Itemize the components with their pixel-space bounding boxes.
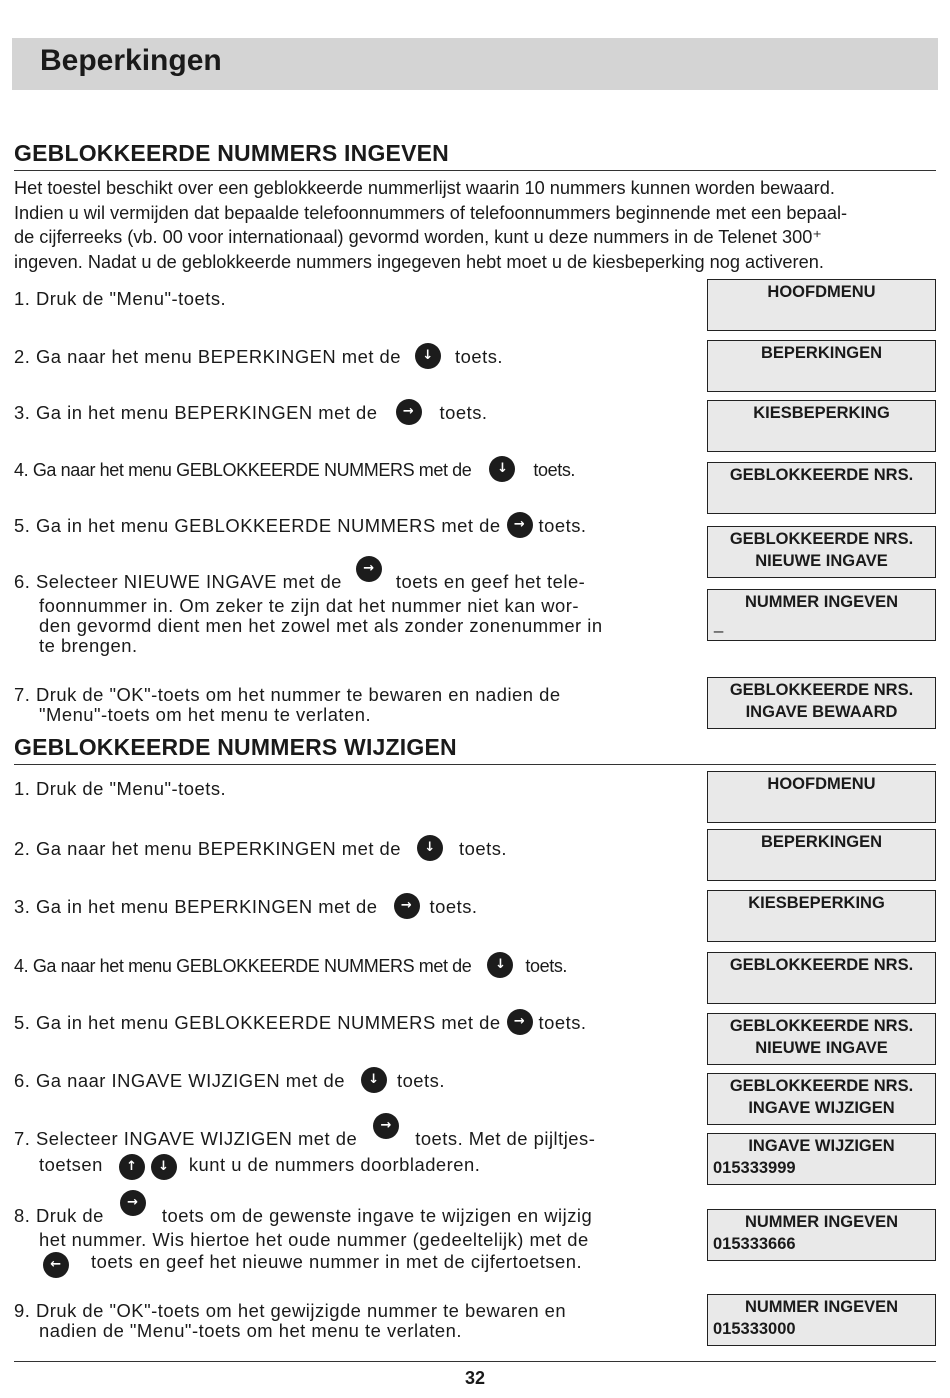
arrow-down-icon: ↓ (415, 343, 441, 369)
arrow-down-icon: ↓ (417, 835, 443, 861)
arrow-right-icon: → (507, 512, 533, 538)
step-1: 1. Druk de "Menu"-toets. (14, 778, 227, 799)
section-title-wijzigen: GEBLOKKEERDE NUMMERS WIJZIGEN (14, 734, 457, 760)
header-bar (12, 38, 938, 90)
intro-line: ingeven. Nadat u de geblokkeerde nummers ingegeven hebt moet u de kiesbeperking nog activeren. (14, 251, 824, 272)
intro-paragraph (14, 176, 938, 274)
step-7: 7. Druk de "OK"-toets om het nummer te bewaren en nadien de "Menu"-toets om het menu te verlaten. (14, 684, 561, 725)
step-1: 1. Druk de "Menu"-toets. (14, 288, 227, 309)
lcd-display: GEBLOKKEERDE NRS. (707, 952, 936, 1004)
lcd-display: BEPERKINGEN (707, 829, 936, 881)
arrow-down-icon: ↓ (489, 456, 515, 482)
page-title: Beperkingen (40, 44, 222, 77)
lcd-display: GEBLOKKEERDE NRS. INGAVE WIJZIGEN (707, 1073, 936, 1125)
lcd-display: NUMMER INGEVEN _ (707, 589, 936, 641)
step-6: 6. Ga naar INGAVE WIJZIGEN met de ↓ toets. (14, 1069, 684, 1095)
step-4: 4. Ga naar het menu GEBLOKKEERDE NUMMERS met de ↓ toets. (14, 954, 684, 980)
lcd-display: KIESBEPERKING (707, 890, 936, 942)
lcd-display: BEPERKINGEN (707, 340, 936, 392)
step-2: 2. Ga naar het menu BEPERKINGEN met de ↓ toets. (14, 837, 684, 863)
step-8: 8. Druk de→toets om de gewenste ingave te wijzigen en wijzig het nummer. Wis hiertoe het oude nummer (gedeeltelijk) met de ← toets en geef het nieuwe nummer in met de cijfertoetsen. (14, 1204, 684, 1276)
lcd-display: GEBLOKKEERDE NRS. NIEUWE INGAVE (707, 526, 936, 578)
step-2: 2. Ga naar het menu BEPERKINGEN met de ↓ toets. (14, 345, 684, 371)
arrow-down-icon: ↓ (151, 1154, 177, 1180)
step-3: 3. Ga in het menu BEPERKINGEN met de → toets. (14, 401, 684, 427)
arrow-right-icon: → (507, 1009, 533, 1035)
arrow-right-icon: → (120, 1190, 146, 1216)
intro-line: de cijferreeks (vb. 00 voor internationaal) gevormd worden, kunt u deze nummers in de Telenet 300⁺ (14, 227, 822, 247)
step-3: 3. Ga in het menu BEPERKINGEN met de → toets. (14, 895, 684, 921)
page-number: 32 (464, 1368, 486, 1388)
arrow-left-icon: ← (43, 1252, 69, 1278)
lcd-display: GEBLOKKEERDE NRS. NIEUWE INGAVE (707, 1013, 936, 1065)
arrow-up-icon: ↑ (119, 1154, 145, 1180)
lcd-display: HOOFDMENU (707, 771, 936, 823)
arrow-down-icon: ↓ (487, 952, 513, 978)
section-divider (14, 170, 936, 171)
step-4: 4. Ga naar het menu GEBLOKKEERDE NUMMERS met de ↓ toets. (14, 458, 684, 484)
lcd-display: HOOFDMENU (707, 279, 936, 331)
section-title-ingeven: GEBLOKKEERDE NUMMERS INGEVEN (14, 140, 449, 166)
arrow-down-icon: ↓ (361, 1067, 387, 1093)
lcd-display: GEBLOKKEERDE NRS. INGAVE BEWAARD (707, 677, 936, 729)
lcd-display: NUMMER INGEVEN 015333000 (707, 1294, 936, 1346)
intro-line: Het toestel beschikt over een geblokkeerde nummerlijst waarin 10 nummers kunnen worden bewaard. (14, 178, 835, 198)
arrow-right-icon: → (356, 556, 382, 582)
arrow-right-icon: → (394, 893, 420, 919)
step-9: 9. Druk de "OK"-toets om het gewijzigde nummer te bewaren en nadien de "Menu"-toets om het menu te verlaten. (14, 1300, 567, 1341)
step-5: 5. Ga in het menu GEBLOKKEERDE NUMMERS met de → toets. (14, 1011, 684, 1037)
step-6: 6. Selecteer NIEUWE INGAVE met de→toets en geef het tele- foonnummer in. Om zeker te zijn dat het nummer niet kan wor- den gevormd dient men het zowel met als zonder zonenummer in te brengen. (14, 570, 684, 656)
arrow-right-icon: → (396, 399, 422, 425)
footer-divider (14, 1361, 936, 1362)
lcd-display: GEBLOKKEERDE NRS. (707, 462, 936, 514)
lcd-display: KIESBEPERKING (707, 400, 936, 452)
section-divider (14, 764, 936, 765)
step-5: 5. Ga in het menu GEBLOKKEERDE NUMMERS met de → toets. (14, 514, 684, 540)
step-7: 7. Selecteer INGAVE WIJZIGEN met de→toets. Met de pijltjes- toetsen ↑ ↓ kunt u de nummers doorbladeren. (14, 1127, 684, 1179)
lcd-display: INGAVE WIJZIGEN 015333999 (707, 1133, 936, 1185)
arrow-right-icon: → (373, 1113, 399, 1139)
lcd-display: NUMMER INGEVEN 015333666 (707, 1209, 936, 1261)
intro-line: Indien u wil vermijden dat bepaalde telefoonnummers of telefoonnummers beginnende met een bepaal- (14, 202, 848, 223)
